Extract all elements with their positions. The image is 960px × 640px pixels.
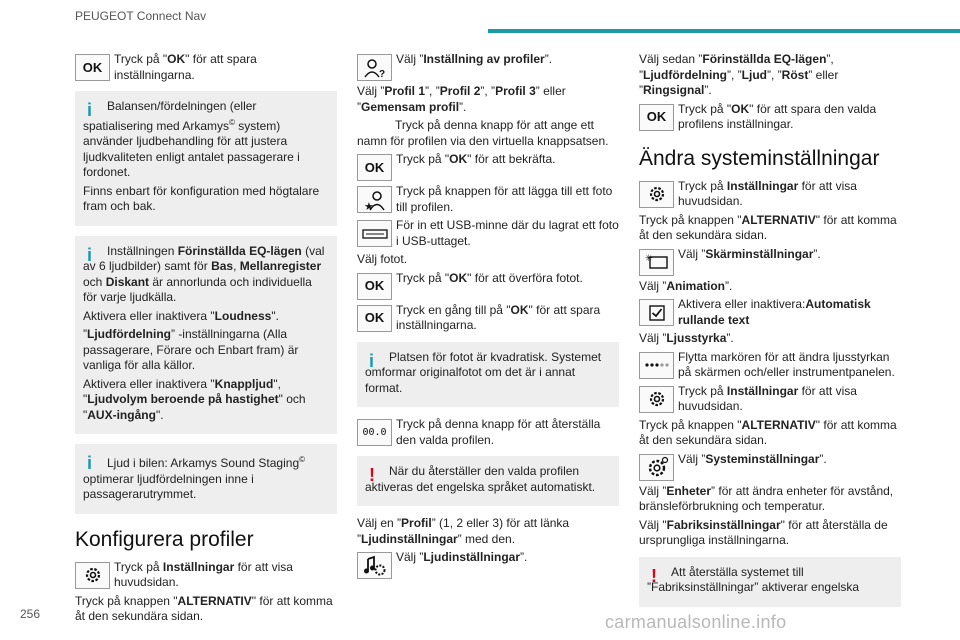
- instruction-alternativ-2: Tryck på knappen "ALTERNATIV" för att komma åt den sekundära sidan.: [639, 417, 897, 447]
- watermark: carmanualsonline.info: [605, 612, 787, 632]
- gear-icon: [639, 386, 674, 413]
- svg-text:?: ?: [378, 68, 385, 79]
- instruction-ok-confirm: OK Tryck på "OK" för att bekräfta.: [357, 152, 619, 181]
- info-icon: i: [87, 100, 93, 120]
- info-icon: i: [87, 453, 93, 473]
- info-note-photo: i Platsen för fotot är kvadratisk. Systemet omformar originalfotot om det är i annat format.: [357, 342, 619, 408]
- header-title: PEUGEOT Connect Nav: [75, 9, 207, 23]
- instruction-auto-scroll: Aktivera eller inaktivera:Automatisk rullande text: [639, 297, 901, 328]
- header-accent-bar: [488, 29, 960, 33]
- section-title-profiles: Konfigurera profiler: [75, 527, 254, 551]
- column-2: [357, 52, 619, 582]
- instruction-choose-profile: Välj ”Profil 1”, ”Profil 2”, ”Profil 3” eller ”Gemensam profil”.: [357, 84, 566, 114]
- info-note-balance: i Balansen/fördelningen (eller spatialisering med Arkamys© system) använder ljudbehandling för att justera ljudkvaliteten enligt antalet passagerare i fordonet. Finns enbart för konfiguration med högtalare fram och bak.: [75, 91, 337, 226]
- instruction-insert-usb: För in ett USB-minne där du lagrat ett foto i USB-uttaget.: [357, 218, 619, 249]
- instruction-choose-photo: Välj fotot.: [357, 252, 408, 266]
- info-note-eq: i Inställningen Förinställda EQ-lägen (val av 6 ljudbilder) samt för Bas, Mellanregister och Diskant är annorlunda och individuella för varje ljudkälla. Aktivera eller inaktivera "Loudness". ”Ljudfördelning” -inställningarna (Alla passagerare, Förare och Enbart fram) är vanliga för alla källor. Aktivera eller inaktivera "Knappljud", "Ljudvolym beroende på hastighet" och "AUX-ingång".: [75, 236, 337, 435]
- instruction-ok-transfer: OK Tryck på "OK" för att överföra fotot.: [357, 271, 619, 300]
- column-3: [639, 52, 901, 617]
- reset-icon: 00.0: [357, 419, 392, 446]
- checkbox-icon: [639, 299, 674, 326]
- column-1: [75, 52, 337, 628]
- instruction-audio-settings: Välj ”Ljudinställningar”.: [357, 550, 619, 579]
- ok-button-icon: OK: [357, 273, 392, 300]
- brightness-slider-icon: [639, 352, 674, 379]
- instruction-reset-profile: 00.0 Tryck på denna knapp för att återställa den valda profilen.: [357, 417, 619, 448]
- instruction-settings: Tryck på Inställningar för att visa huvudsidan.: [75, 560, 337, 591]
- ok-button-icon: OK: [639, 104, 674, 131]
- instruction-choose-eq: Välj sedan ”Förinställda EQ-lägen”, ”Ljudfördelning”, ”Ljud”, ”Röst” eller ”Ringsignal”.: [639, 52, 839, 97]
- instruction-factory-reset: Välj "Fabriksinställningar" för att återställa de ursprungliga inställningarna.: [639, 517, 888, 547]
- info-icon: i: [87, 244, 93, 265]
- add-photo-icon: [357, 186, 392, 213]
- instruction-link-profile: Välj en ”Profil” (1, 2 eller 3) för att länka ”Ljudinställningar” med den.: [357, 516, 570, 546]
- instruction-ok-save-profile: OK Tryck på "OK" för att spara den valda profilens inställningar.: [639, 102, 901, 133]
- svg-text:★: ★: [363, 199, 374, 211]
- ok-button-icon: OK: [75, 54, 110, 81]
- page-number: 256: [20, 607, 41, 621]
- system-settings-icon: [639, 454, 674, 481]
- instruction-units: Välj ”Enheter” för att ändra enheter för avstånd, bränsleförbrukning och temperatur.: [639, 483, 894, 513]
- instruction-animation: Välj ”Animation”.: [639, 278, 733, 293]
- usb-icon: [357, 220, 392, 247]
- audio-settings-icon: [357, 552, 392, 579]
- instruction-settings: Tryck på Inställningar för att visa huvudsidan.: [639, 179, 901, 210]
- gear-icon: [639, 181, 674, 208]
- warning-icon: !: [651, 565, 657, 586]
- info-note-arkamys: i Ljud i bilen: Arkamys Sound Staging© optimerar ljudfördelningen inne i passagerarutrymmet.: [75, 444, 337, 514]
- warning-note-factory: ! Att återställa systemet till ”Fabriksinställningar” aktiverar engelska: [639, 557, 901, 607]
- instruction-brightness: Välj ”Ljusstyrka”.: [639, 331, 734, 345]
- instruction-name-profile: Tryck på denna knapp för att ange ett namn för profilen via den virtuella knappsatsen.: [357, 118, 609, 148]
- screen-settings-icon: [639, 249, 674, 276]
- info-icon: i: [369, 350, 375, 371]
- instruction-profile-settings: ? Välj ”Inställning av profiler”.: [357, 52, 619, 81]
- profile-settings-icon: [357, 54, 392, 81]
- instruction-screen-settings: ✳ Välj ”Skärminställningar”.: [639, 247, 901, 276]
- instruction-add-photo: ★ Tryck på knappen för att lägga till ett foto till profilen.: [357, 184, 619, 215]
- ok-button-icon: OK: [357, 305, 392, 332]
- instruction-ok-save: OK Tryck på "OK" för att spara inställningarna.: [75, 52, 337, 83]
- svg-text:✳: ✳: [644, 254, 653, 264]
- warning-icon: !: [369, 465, 375, 485]
- instruction-settings-2: Tryck på Inställningar för att visa huvudsidan.: [639, 384, 901, 415]
- instruction-system-settings: Välj ”Systeminställningar”.: [639, 452, 901, 481]
- section-title-system: Ändra systeminställningar: [639, 146, 880, 170]
- instruction-alternativ: Tryck på knappen "ALTERNATIV" för att komma åt den sekundära sidan.: [75, 593, 333, 623]
- instruction-brightness-slider: Flytta markören för att ändra ljusstyrkan på skärmen och/eller instrumentpanelen.: [639, 350, 901, 381]
- instruction-ok-save: OK Tryck en gång till på "OK" för att spara inställningarna.: [357, 303, 619, 334]
- instruction-alternativ: Tryck på knappen "ALTERNATIV" för att komma åt den sekundära sidan.: [639, 212, 897, 242]
- warning-note-reset: ! När du återställer den valda profilen aktiveras det engelska språket automatiskt.: [357, 456, 619, 506]
- ok-button-icon: OK: [357, 154, 392, 181]
- gear-icon: [75, 562, 110, 589]
